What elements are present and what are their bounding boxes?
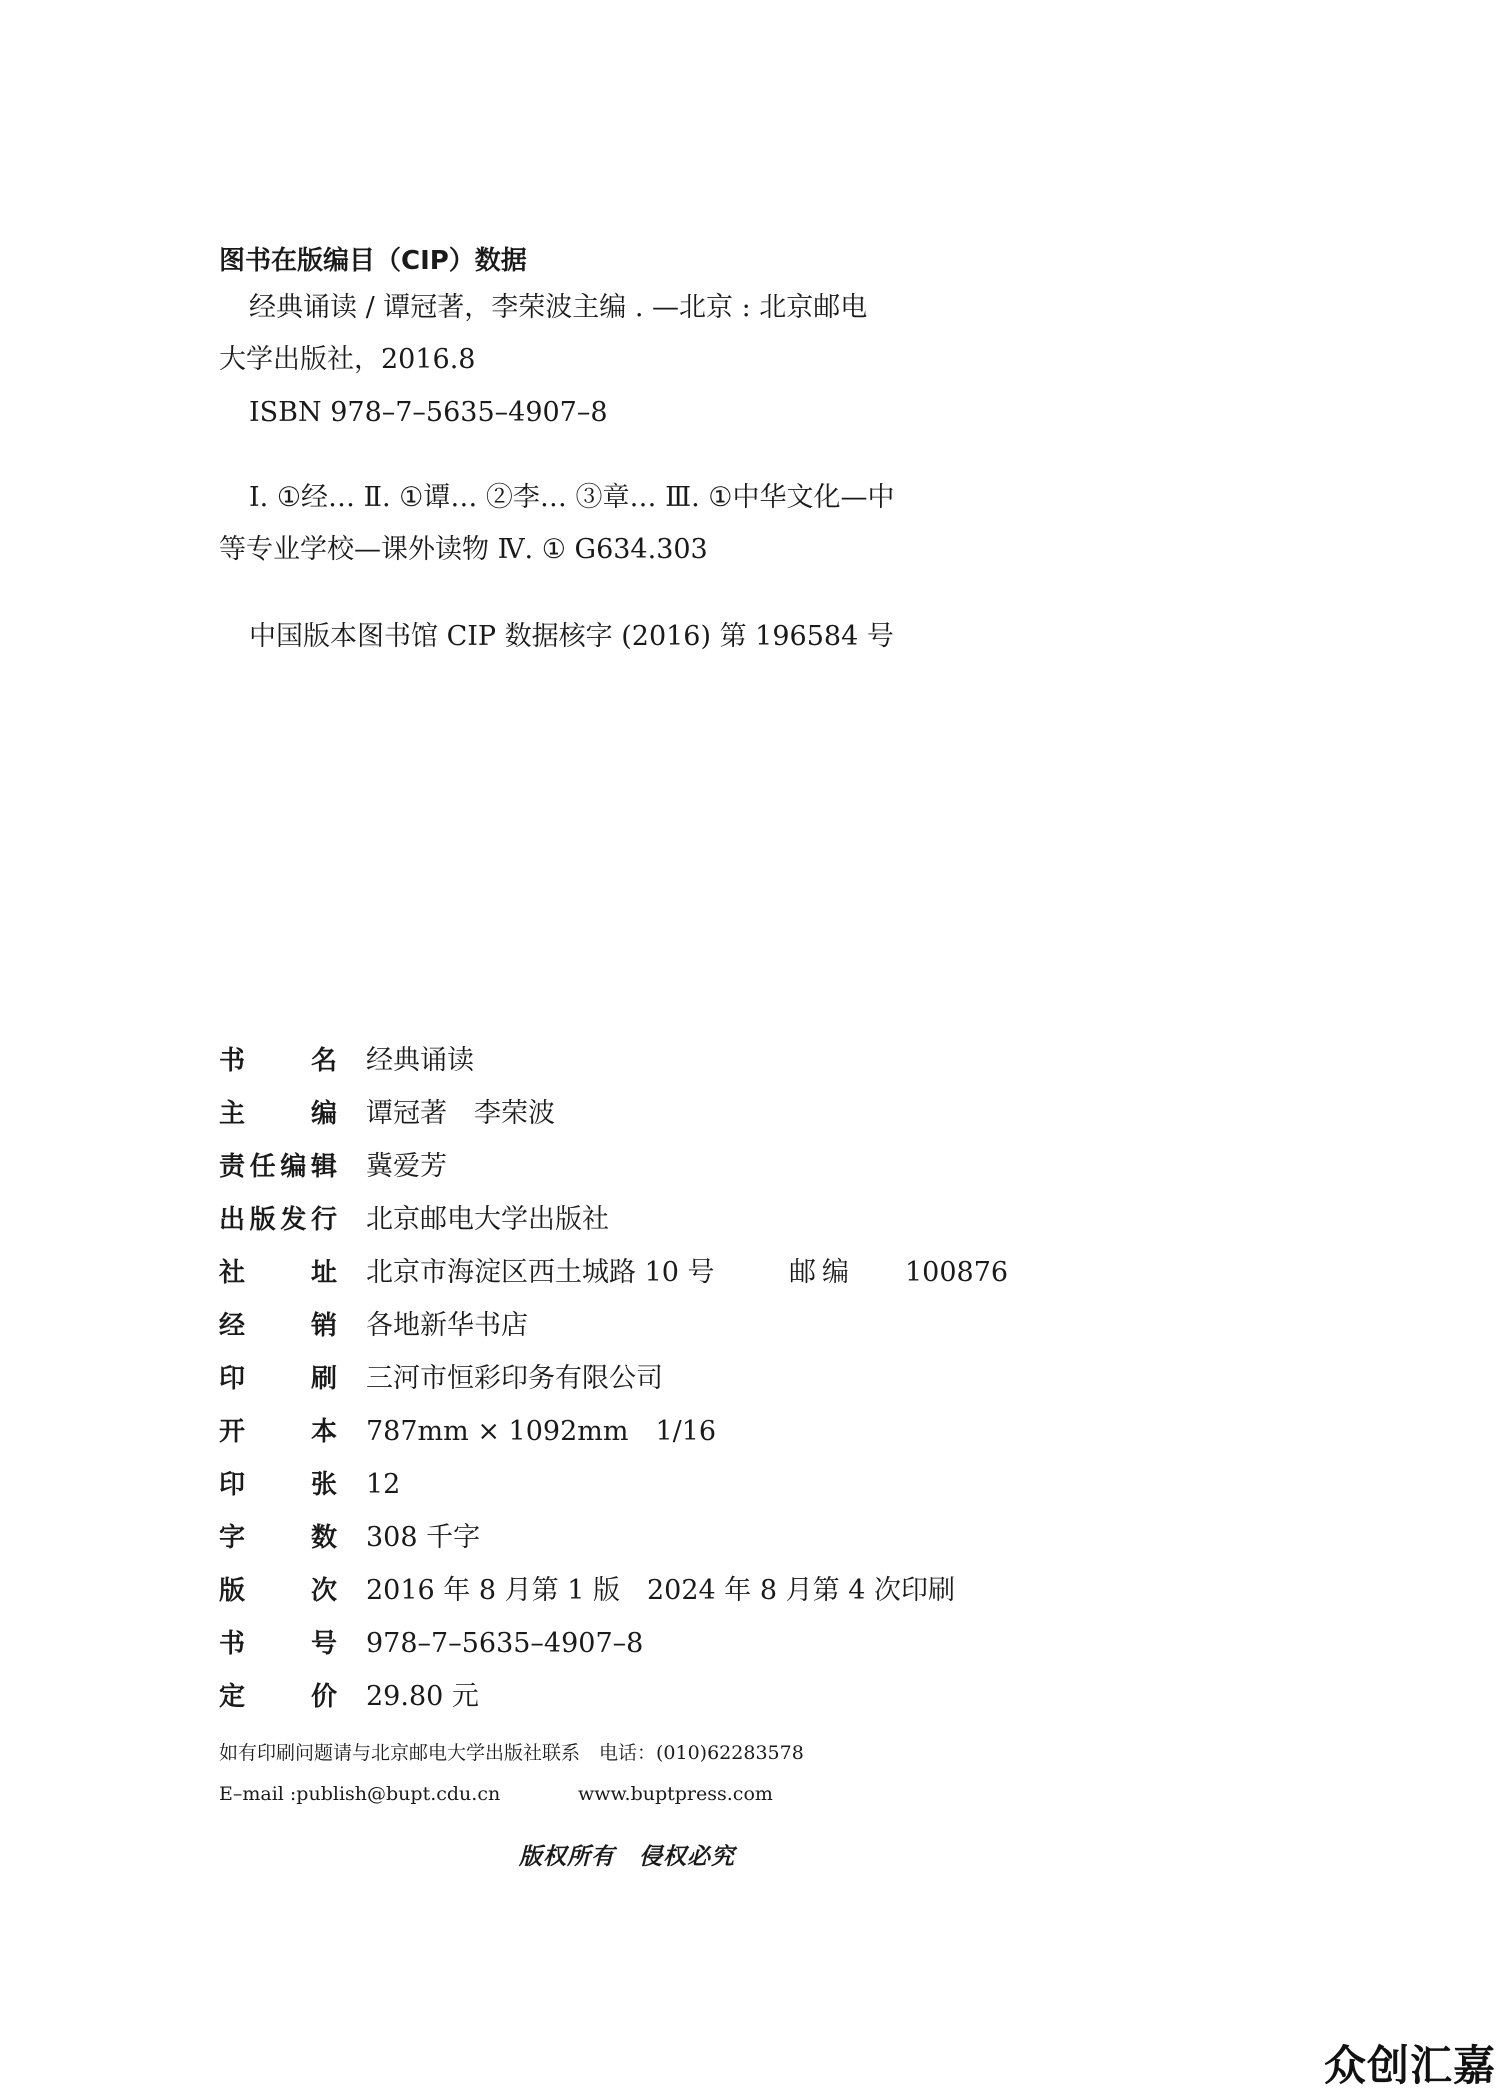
info-label-sheets: 印张 [219, 1470, 337, 1500]
info-label-address: 社址 [219, 1258, 337, 1288]
info-label-book-title: 书名 [219, 1046, 337, 1076]
info-label-responsible-editor: 责任编辑 [219, 1152, 337, 1182]
cip-title: 图书在版编目（CIP）数据 [219, 246, 527, 276]
info-value-price: 29.80 元 [366, 1681, 479, 1712]
cip-line-1: 经典诵读 / 谭冠著，李荣波主编 . —北京 : 北京邮电 [249, 292, 868, 323]
info-value-responsible-editor: 冀爱芳 [366, 1151, 447, 1182]
info-value-publisher: 北京邮电大学出版社 [366, 1204, 609, 1235]
info-label-isbn: 书号 [219, 1629, 337, 1659]
info-value-format: 787mm × 1092mm 1/16 [366, 1416, 717, 1447]
cip-line-2: 大学出版社，2016.8 [219, 344, 476, 375]
info-value-editor: 谭冠著 李荣波 [366, 1098, 555, 1129]
info-label-edition: 版次 [219, 1576, 337, 1606]
info-value-edition: 2016 年 8 月第 1 版 2024 年 8 月第 4 次印刷 [366, 1575, 955, 1606]
cip-line-6: 中国版本图书馆 CIP 数据核字 (2016) 第 196584 号 [249, 621, 894, 652]
info-label-printer: 印刷 [219, 1364, 337, 1394]
info-value-printer: 三河市恒彩印务有限公司 [366, 1363, 663, 1394]
cip-line-3: ISBN 978–7–5635–4907–8 [249, 397, 608, 428]
info-value-distributor: 各地新华书店 [366, 1310, 528, 1341]
cip-line-4: Ⅰ. ①经… Ⅱ. ①谭… ②李… ③章… Ⅲ. ①中华文化—中 [249, 482, 895, 513]
contact-note: 如有印刷问题请与北京邮电大学出版社联系 电话：(010)62283578 [219, 1742, 804, 1764]
info-value-words: 308 千字 [366, 1522, 481, 1553]
info-label-postal: 邮编 [789, 1257, 849, 1288]
info-value-sheets: 12 [366, 1469, 401, 1500]
info-value-postal: 100876 [905, 1257, 1009, 1288]
info-value-book-title: 经典诵读 [366, 1045, 474, 1076]
info-value-isbn: 978–7–5635–4907–8 [366, 1628, 644, 1659]
info-label-publisher: 出版发行 [219, 1205, 337, 1235]
info-label-distributor: 经销 [219, 1311, 337, 1341]
cip-line-5: 等专业学校—课外读物 Ⅳ. ① G634.303 [219, 534, 708, 565]
info-label-words: 字数 [219, 1523, 337, 1553]
info-label-format: 开本 [219, 1417, 337, 1447]
website-note: www.buptpress.com [578, 1783, 773, 1805]
info-label-editor: 主编 [219, 1099, 337, 1129]
info-label-price: 定价 [219, 1682, 337, 1712]
info-value-address: 北京市海淀区西土城路 10 号 [366, 1257, 715, 1288]
watermark-logo: 众创汇嘉 [1323, 2041, 1496, 2090]
copyright-notice: 版权所有 侵权必究 [519, 1844, 735, 1870]
email-note: E–mail :publish@bupt.cdu.cn [219, 1783, 501, 1805]
